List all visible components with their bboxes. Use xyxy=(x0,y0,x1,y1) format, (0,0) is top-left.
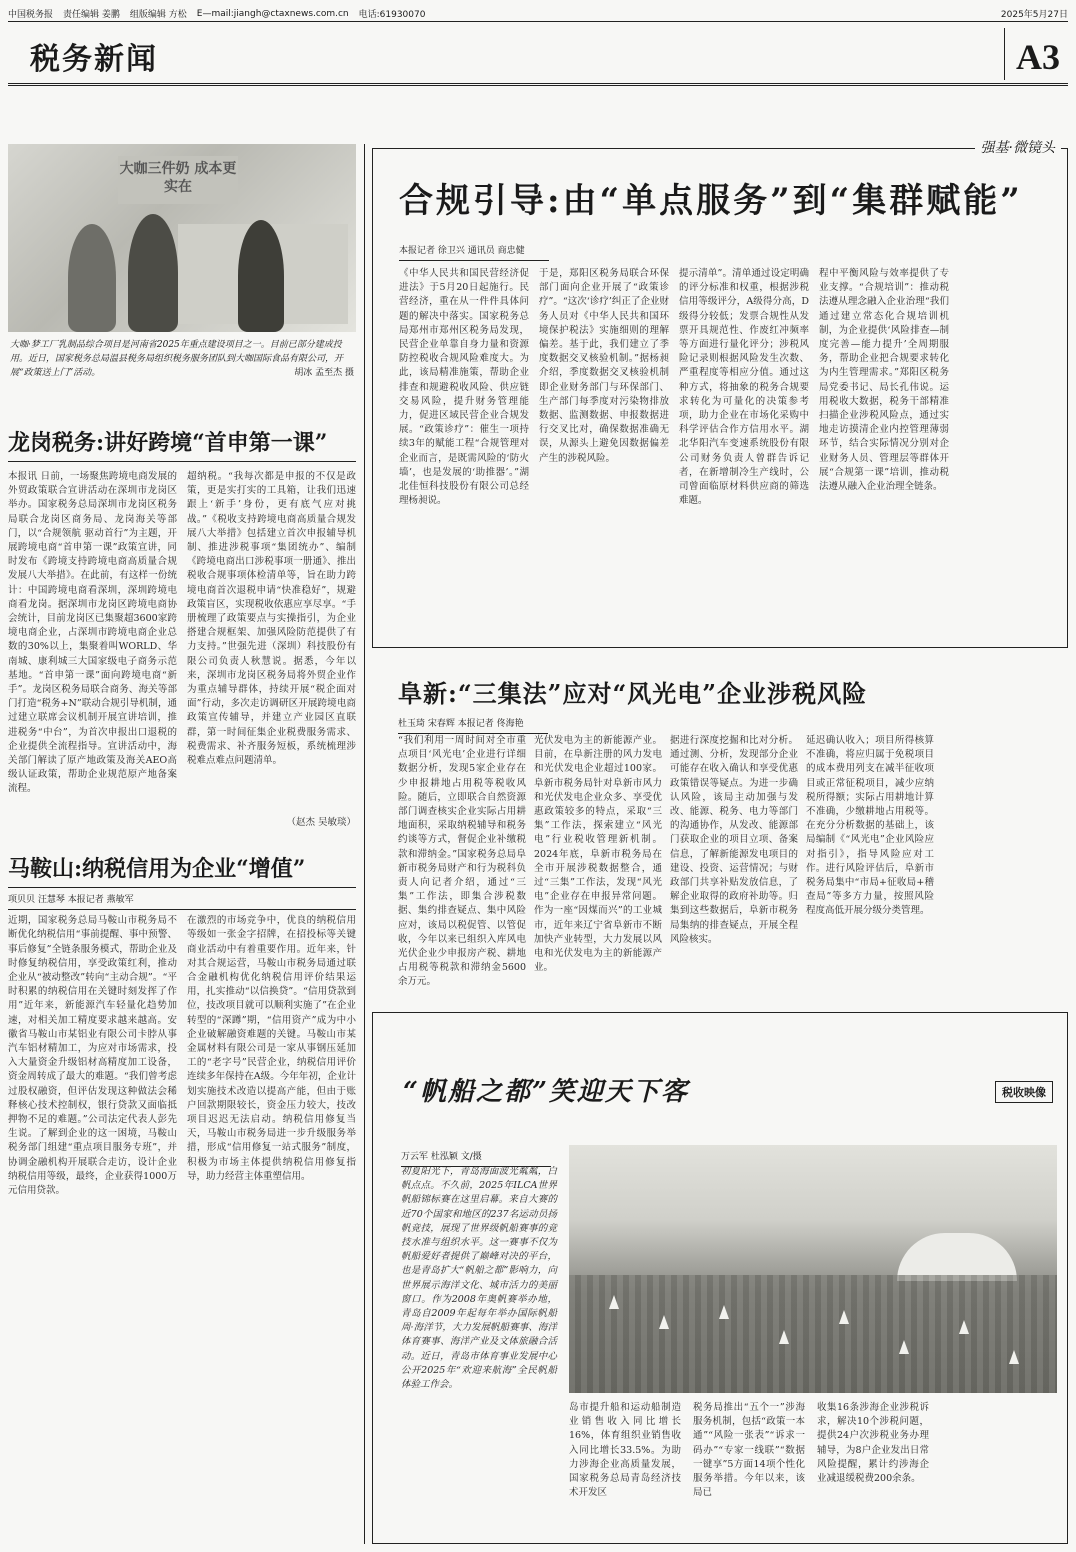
longgang-col2-text: 超纳税。“我每次都是申报的不仅是政策，更是实打实的工具箱，让我们迅速跟上‘新手’身份，更有底气应对挑战。”《税收支持跨境电商高质量合规发展八大举措》包括建立首次申报辅导机制、推进涉税事项“集团统办”、编制《跨境电商出口涉税事项一册通》、推出税收合规事项体检清单等，旨在助力跨境电商首次退税申请“快准稳好”，规避政策盲区，实现税收依惠应享尽享。“手册梳理了政策要点与实操指引，为企业搭建合规框架、加强风险防范提供了有力支持。”世强先进（深圳）科技股份有限公司负责人秋慧说。据悉，今年以来，深圳市龙岗区税务局将外贸企业作为重点辅导群体，持续开展“税企面对面”行动，多次走访调研区开展跨境电商政策宣传辅导，并建立产业园区直联群，第一时间征集企业税费服务需求、税费需求、补齐服务短板，系统梳理涉税难点难点问题清单。 xyxy=(187,471,356,767)
longgang-body xyxy=(8,470,356,814)
qingdao-title: “帆船之都”笑迎天下客 xyxy=(403,1077,689,1107)
header-strip xyxy=(8,6,1068,22)
longgang-col1: 本报讯 日前，一场聚焦跨境电商发展的外贸政策联合宣讲活动在深圳市龙岗区举办。国家税务总局深圳市龙岗区税务局联合龙岗区商务局、龙岗海关等部门，以“合规领航 驱动首行”为主题，开展跨境电商“首申第一课”政策宣讲，同时发布《跨境支持跨境电商高质量合规发展八大举措》。在此前，有这样一份统计：中国跨境电商看深圳，深圳跨境电商看龙岗。据深圳市龙岗区跨境电商协会统计，目前龙岗区已集聚超3600家跨境电商企业，占深圳市跨境电商企业总数的30%以上，集聚着叫WORLD、华南城、康利城三大国家级电子商务示范基地。“首申第一课”面向跨境电商“新手”。龙岗区税务局联合商务、海关等部门打造“税务+N”联动合规引导机制，通过建立联席会议机制开展宣讲培训，推进税务“中台”，为首次申报出口退税的企业提供全流程指导。宣讲活动中，海关部门解读了原产地政策及海关AEO高级认证政策，帮助企业规范原产地备案流程。 xyxy=(8,471,177,795)
zhengzhou-cols xyxy=(399,267,949,633)
photo-person xyxy=(128,214,178,332)
photo-person xyxy=(68,224,116,332)
qingdao-box xyxy=(372,1012,1068,1544)
zhengzhou-col4: 程中平衡风险与效率提供了专业支撑。“合规培训”：推动税法遵从理念融入企业治理“我们通过建立常态化合规培训机制，为企业提供‘风险排查—制度完善—能力提升’全周期服务，帮助企业把合规要求转化为内生管理需求。”郑阳区税务局党委书记、局长孔伟说。运用税收大数据，税务干部精准扫描企业涉税风险点，通过实地走访摸清企业内控管理薄弱环节，结合实际情况分别对企业财务人员、管理层等群体开展“合规第一课”培训，推动税法遵从融入企业治理全链条。 xyxy=(819,268,949,493)
sailboat xyxy=(779,1330,789,1344)
zhengzhou-col1: 《中华人民共和国民营经济促进法》于5月20日起施行。民营经济，重在从一件件具体问题的解决中落实。国家税务总局郑州市郑州区税务局发现，民营企业单靠自身力量和资源防控税收合规风险难度大。为此，该局精准施策，帮助企业排查和规避税收风险、供应链交易风险，提升财务管理能力，促进区域民营企业合规发展。“政策诊疗”：催生一项持续3年的赋能工程“合规管理对企业而言，是既需风险的‘防火墙’，也是发展的‘助推器’。”湖北佳恒科技股份有限公司总经理杨昶说。 xyxy=(399,268,529,507)
longgang-col2 xyxy=(187,470,356,814)
fuxin-headline: 阜新:“三集法”应对“风光电”企业涉税风险 xyxy=(398,679,868,708)
harbor-water xyxy=(569,1275,1057,1393)
fuxin-col4: 延迟确认收入；项目所得核算不准确，将应归属于免税项目的成本费用列支在减半征收项目或正常征税项目，减少应纳税所得额；实际占用耕地计算不准确，少缴耕地占用税等。在充分分析数据的基础上，该局编制《“风光电”企业风险应对指引》，指导风险应对工作。进行风险评估后，阜新市税务局集中“市局+征收局+稽查局”等多方力量，按照风险程度高低开展分级分类管理。 xyxy=(806,735,934,917)
photo-caption xyxy=(8,332,356,408)
paper-name: 中国税务报 xyxy=(8,10,54,20)
harbor-photo xyxy=(569,1145,1057,1393)
zhengzhou-col3: 提示清单”。清单通过设定明确的评分标准和权重，根据涉税信用等级评分，A级得分高，D级得分较低；发票合规性从发票开具规范性、作废红冲频率等方面进行量化评分；涉税风险记录则根据风险发生次数、严重程度等相应分值。通过这种方式，将抽象的税务合规要求转化为可量化的决策参考项，助力企业在市场化采购中科学评估合作方信用水平。湖北华阳汽车变速系统股份有限公司财务负责人曾群告诉记者，在新增制冷生产线时，公司曾面临原材料供应商的筛选难题。 xyxy=(679,268,809,507)
qingdao-col2: 税务局推出“五个一”涉海服务机制，包括“政策一本通”“风险一张表”“诉求一码办”“专家一线联”“数据一键享”5方面14项个性化服务举措。今年以来，该局已 xyxy=(693,1402,805,1499)
longgang-headline: 龙岗税务:讲好跨境“首申第一课” xyxy=(8,426,356,462)
fuxin-col1: “我们利用一周时间对全市重点项目‘风光电’企业进行详细数据分析，发现5家企业存在少申报耕地占用税等税收风险。随后，立即联合自然资源部门调查核实企业实际占用耕地面积，采取纳税辅导和税务约谈等方式，督促企业补缴税款和滞纳金。”国家税务总局阜新市税务局财产和行为税科负责人向记者介绍，通过“三集”工作法，即集合涉税数据、集约排查疑点、集中风险应对，该局以税促管、以管促收，今年以来已组织入库风电光伏企业少申报房产税、耕地占用税等税款和滞纳金5600余万元。 xyxy=(398,735,526,988)
maanshan-byline: 项贝贝 汪慧琴 本报记者 燕敏军 xyxy=(8,888,356,910)
maanshan-col2: 在激烈的市场竞争中，优良的纳税信用等级如一张金字招牌，在招投标等关键商业活动中有着重要作用。近年来，针对其合规运营，马鞍山市税务局通过联合金融机构优化纳税信用评价结果运用，扎实推动“以信换贷”。“信用贷款到位，技改项目就可以顺利实施了”在企业转型的“深蹲”期，“信用资产”成为中小企业破解融资难题的关键。马鞍山市某金属材料有限公司是一家从事钢压延加工的“老字号”民营企业，纳税信用评价连续多年保持在A级。今年年初，企业计划实施技术改造以提高产能，但由于账户回款期限较长，资金压力较大，技改项目迟迟无法启动。纳税信用修复当天，马鞍山市税务局进一步升级服务举措，形成“信用修复一站式服务”制度，积极为市场主体提供纳税信用修复指导，助力经营主体重塑信用。 xyxy=(187,915,356,1182)
maanshan-body xyxy=(8,914,356,1506)
tax-image-badge: 税收映像 xyxy=(995,1081,1053,1103)
email: E—mail:jiangh@ctaxnews.com.cn xyxy=(196,8,349,19)
zhengzhou-headline: 合规引导:由“单点服务”到“集群赋能” xyxy=(399,181,1023,221)
zhengzhou-box xyxy=(372,140,1068,648)
qingdao-cols xyxy=(569,1401,929,1537)
fuxin-byline: 杜玉琦 宋春辉 本报记者 佟海艳 xyxy=(398,712,548,734)
photo-sign: 大咖三件奶 成本更实在 xyxy=(118,156,238,204)
sailboat xyxy=(659,1315,669,1329)
sailboat xyxy=(899,1340,909,1354)
issue-date: 2025年5月27日 xyxy=(1000,10,1068,20)
left-column xyxy=(8,144,356,1506)
masthead xyxy=(8,24,1068,86)
fuxin-col2: 光伏发电为主的新能源产业。目前，在阜新注册的风力发电和光伏发电企业超过100家。阜新市税务局针对阜新市风力和光伏发电企业众多、享受优惠政策较多的特点，采取“三集”工作法，探索建立“风光电”行业税收管理新机制。2024年底，阜新市税务局在全市开展涉税数据整合，通过“三集”工作法，发现“风光电”企业存在申报异常问题。作为一座“因煤而兴”的工业城市，近年来辽宁省阜新市不断加快产业转型，大力发展以风电和光伏发电为主的新能源产业。 xyxy=(534,735,662,974)
zhengzhou-byline: 本报记者 徐卫兴 通讯员 商忠健 xyxy=(399,239,549,261)
sailboat xyxy=(609,1295,619,1309)
sailboat xyxy=(839,1310,849,1324)
factory-photo xyxy=(8,144,356,332)
longgang-end: （赵杰 吴敏琰） xyxy=(286,817,356,828)
sailboat xyxy=(1009,1350,1019,1364)
maanshan-col1: 近期，国家税务总局马鞍山市税务局不断优化纳税信用“事前提醒、事中预警、事后修复”全链条服务模式，帮助企业及时修复纳税信用，享受政策红利，推动企业从“被动整改”转向“主动合规”。“平时积累的纳税信用在关键时刻发挥了作用”近年来，新能源汽车轻量化趋势加速，对相关加工精度要求越来越高。安徽省马鞍山市某铝业有限公司卡脖从事汽车铝材精加工，为应对市场需求，投入大量资金升级铝材高精度加工设备，资金周转成了最大的难题。“我们曾考虑过股权融资，但评估发现这种做法会稀释核心技术控制权，银行贷款又面临抵押物不足的难题。”公司法定代表人彭先生说。了解到企业的这一困境，马鞍山税务部门组建“重点项目服务专班”，并协调金融机构开展联合走访，设计企业纳税信用等级，最终，企业获得1000万元信用贷款。 xyxy=(8,915,177,1197)
column-divider xyxy=(364,144,365,1544)
sailboat xyxy=(719,1305,729,1319)
fuxin-cols xyxy=(398,734,934,988)
qingdao-col1: 岛市提升船和运动船制造业销售收入同比增长16%，体育组织业销售收入同比增长33.5%。为助力涉海企业高质量发展，国家税务总局青岛经济技术开发区 xyxy=(569,1402,681,1499)
caption-text: 大咖·梦工厂乳制品综合项目是河南省2025年重点建设项目之一。目前已部分建成投用。近日，国家税务总局温县税务局组织税务服务团队到大咖国际食品有限公司，开展“政策送上门”活动。 xyxy=(10,340,344,378)
sailboat xyxy=(959,1320,969,1334)
maanshan-headline: 马鞍山:纳税信用为企业“增值” xyxy=(8,852,356,888)
zhengzhou-col2: 于是，郑阳区税务局联合环保部门面向企业开展了“政策诊疗”。“这次‘诊疗’纠正了企业财务人员对《中华人民共和国环境保护税法》实施细则的理解偏差。基于此，我们建立了季度数据交叉核验机制。”据杨昶介绍，季度数据交叉核验机制即企业财务部门与环保部门、生产部门每季度对污染物排放数据、监测数据、申报数据进行交叉比对，确保数据准确无误，从源头上避免因数据偏差产生的涉税风险。 xyxy=(539,268,669,464)
fuxin-col3: 据进行深度挖掘和比对分析。通过测、分析，发现部分企业可能存在收入确认和享受优惠政策错误等疑点。为进一步确认风险，该局主动加强与发改、能源、税务、电力等部门的沟通协作，从发改、能源部门获取企业的项目立项、备案信息，了解新能源发电项目的建设、投资、运营情况；与财政部门共享补贴发放信息，了解企业取得的政府补助等。归集到这些数据后，阜新市税务局集纳的排查疑点，开展全程风险核实。 xyxy=(670,735,798,945)
harbor-dome xyxy=(897,1233,1017,1281)
qingdao-lead: 初夏阳光下，青岛海面波光粼粼，白帆点点。不久前，2025年ILCA世界帆船锦标赛在这里启幕。来自大赛的近70个国家和地区的237名运动员扬帆竞技，展现了世界级帆船赛事的竞技水准与组织水平。这一赛事不仅为帆船爱好者提供了巅峰对决的平台，也是青岛扩大“帆船之都”影响力，向世界展示海洋文化、城市活力的美丽窗口。作为2008年奥帆赛举办地，青岛自2009年起每年举办国际帆船周·海洋节，大力发展帆船赛事、海洋体育赛事、海洋产业及文体旅融合活动。近日，青岛市体育事业发展中心公开2025年“欢迎来航海”全民帆船体验工作会。 xyxy=(401,1166,557,1391)
qingdao-byline: 万云军 杜泓颖 文/摄 xyxy=(401,1145,551,1167)
qingdao-col3: 收集16条涉海企业涉税诉求，解决10个涉税问题，提供24户次涉税业务办理辅导，为8户企业发出日常风险提醒，累计约涉海企业减退缓税费200余条。 xyxy=(817,1402,929,1485)
page-number: A3 xyxy=(1016,37,1060,77)
feature-tag: 强基·微镜头 xyxy=(975,137,1061,157)
layout-editor: 组版编辑 方松 xyxy=(129,10,187,20)
phone: 电话:61930070 xyxy=(358,10,426,20)
section-title: 税务新闻 xyxy=(30,42,158,77)
photo-credit: 胡冰 孟至杰 摄 xyxy=(294,368,354,378)
editor: 责任编辑 姜鹏 xyxy=(63,10,120,20)
photo-person xyxy=(238,220,284,332)
